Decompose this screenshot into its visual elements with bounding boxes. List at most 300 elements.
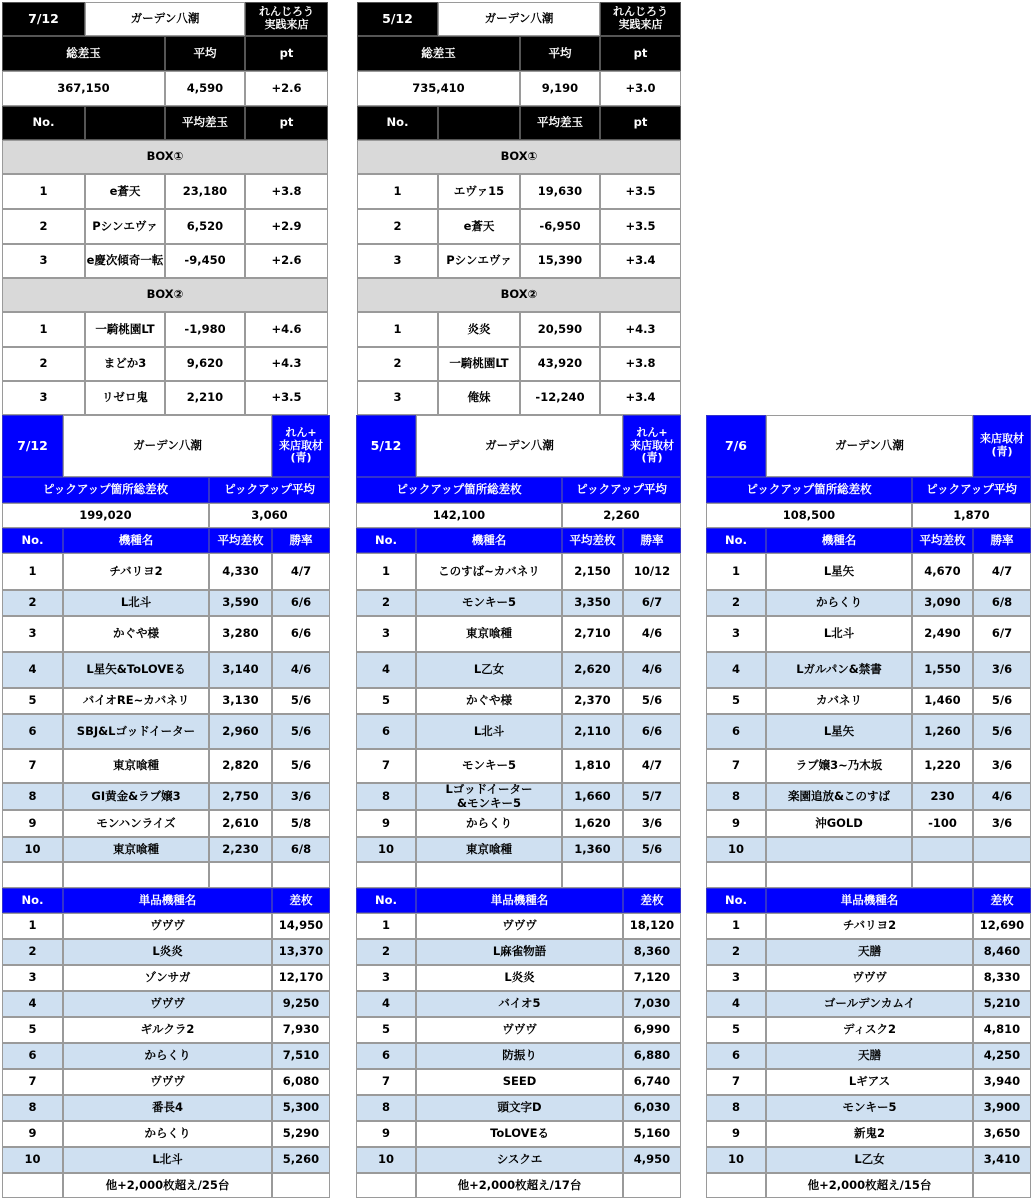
- panel-date: 5/12: [356, 415, 416, 477]
- row-number: 6: [706, 1043, 766, 1069]
- difference-value: 6,030: [623, 1095, 681, 1121]
- machine-name: モンキー5: [416, 749, 562, 783]
- empty-cell: [766, 862, 912, 888]
- row-number: 6: [706, 714, 766, 749]
- machine-name: L炎炎: [416, 965, 623, 991]
- row-number: 2: [357, 209, 438, 244]
- singles-header: No.: [356, 888, 416, 913]
- difference-value: 5,300: [272, 1095, 330, 1121]
- row-number: 6: [2, 714, 63, 749]
- average-difference: 2,110: [562, 714, 623, 749]
- difference-value: 3,410: [973, 1147, 1031, 1173]
- machine-name: 東京喰種: [63, 749, 209, 783]
- machine-name: Pシンエヴァ: [438, 244, 520, 278]
- pickup-total-value: 199,020: [2, 503, 209, 528]
- machine-name: Pシンエヴァ: [85, 209, 165, 244]
- machine-name: SEED: [416, 1069, 623, 1095]
- win-rate: 5/8: [272, 810, 330, 837]
- row-number: 1: [357, 312, 438, 347]
- row-number: 3: [357, 244, 438, 278]
- average-difference: 3,350: [562, 590, 623, 616]
- store-name: ガーデン八潮: [766, 415, 973, 477]
- machine-name: チバリヨ2: [63, 553, 209, 590]
- empty-cell: [416, 862, 562, 888]
- pt-value: +3.5: [600, 209, 681, 244]
- list-header: 平均差玉: [165, 106, 245, 140]
- average-difference: 4,330: [209, 553, 272, 590]
- machine-name: L星矢: [766, 714, 912, 749]
- average-difference: 2,230: [209, 837, 272, 862]
- row-number: 7: [2, 749, 63, 783]
- list-header: pt: [245, 106, 328, 140]
- pickup-average-header: ピックアップ平均: [912, 477, 1031, 503]
- difference-value: 6,740: [623, 1069, 681, 1095]
- average-difference: 2,610: [209, 810, 272, 837]
- average-difference: -6,950: [520, 209, 600, 244]
- machine-name: L炎炎: [63, 939, 272, 965]
- machine-name: 沖GOLD: [766, 810, 912, 837]
- row-number: 8: [2, 783, 63, 810]
- row-number: 8: [706, 1095, 766, 1121]
- singles-header: 単品機種名: [63, 888, 272, 913]
- row-number: 9: [356, 1121, 416, 1147]
- list-header: 平均差枚: [912, 528, 973, 553]
- pt-value: +3.8: [600, 347, 681, 381]
- singles-header: No.: [2, 888, 63, 913]
- win-rate: 6/8: [272, 837, 330, 862]
- row-number: 7: [2, 1069, 63, 1095]
- row-number: 9: [706, 1121, 766, 1147]
- list-header: 平均差枚: [562, 528, 623, 553]
- singles-header: No.: [706, 888, 766, 913]
- row-number: 1: [706, 913, 766, 939]
- win-rate: 3/6: [973, 810, 1031, 837]
- list-header: No.: [357, 106, 438, 140]
- machine-name: このすば~カバネリ: [416, 553, 562, 590]
- win-rate: 3/6: [973, 749, 1031, 783]
- row-number: 6: [356, 1043, 416, 1069]
- average-difference: 43,920: [520, 347, 600, 381]
- pickup-total-header: ピックアップ箇所総差枚: [2, 477, 209, 503]
- machine-name: GI黄金&ラブ嬢3: [63, 783, 209, 810]
- row-number: 3: [706, 616, 766, 652]
- machine-name: 炎炎: [438, 312, 520, 347]
- average-difference: 2,370: [562, 688, 623, 714]
- difference-value: 14,950: [272, 913, 330, 939]
- empty-cell: [562, 862, 623, 888]
- list-header: [438, 106, 520, 140]
- average-difference: 4,670: [912, 553, 973, 590]
- machine-name: Lゴッドイーター &モンキー5: [416, 783, 562, 810]
- row-number: 3: [357, 381, 438, 415]
- average-difference: 3,090: [912, 590, 973, 616]
- win-rate: 6/6: [623, 714, 681, 749]
- row-number: 6: [2, 1043, 63, 1069]
- machine-name: L北斗: [63, 590, 209, 616]
- machine-name: ヴヴヴ: [416, 913, 623, 939]
- machine-name: ディスク2: [766, 1017, 973, 1043]
- row-number: 7: [706, 749, 766, 783]
- summary-average-value: 4,590: [165, 71, 245, 106]
- machine-name: 東京喰種: [63, 837, 209, 862]
- win-rate: 5/6: [623, 837, 681, 862]
- difference-value: 7,510: [272, 1043, 330, 1069]
- machine-name: 天膳: [766, 939, 973, 965]
- difference-value: 3,900: [973, 1095, 1031, 1121]
- difference-value: 8,460: [973, 939, 1031, 965]
- pickup-average-value: 2,260: [562, 503, 681, 528]
- visit-tag: れんじろう 実践来店: [600, 2, 681, 36]
- machine-name: 番長4: [63, 1095, 272, 1121]
- machine-name: ゴールデンカムイ: [766, 991, 973, 1017]
- list-header: 勝率: [623, 528, 681, 553]
- list-header: No.: [356, 528, 416, 553]
- machine-name: 新鬼2: [766, 1121, 973, 1147]
- store-name: ガーデン八潮: [63, 415, 272, 477]
- machine-name: ヴヴヴ: [63, 913, 272, 939]
- win-rate: 3/6: [272, 783, 330, 810]
- row-number: 2: [706, 939, 766, 965]
- row-number: 9: [2, 1121, 63, 1147]
- average-difference: 1,550: [912, 652, 973, 688]
- machine-name: 一騎桃園LT: [438, 347, 520, 381]
- machine-name: ToLOVEる: [416, 1121, 623, 1147]
- singles-header: 差枚: [973, 888, 1031, 913]
- difference-value: 5,260: [272, 1147, 330, 1173]
- win-rate: [973, 837, 1031, 862]
- machine-name: かぐや様: [416, 688, 562, 714]
- row-number: 9: [706, 810, 766, 837]
- visit-tag: れん+ 来店取材 (青): [623, 415, 681, 477]
- empty-cell: [63, 862, 209, 888]
- machine-name: まどか3: [85, 347, 165, 381]
- empty-cell: [623, 1173, 681, 1198]
- average-difference: 9,620: [165, 347, 245, 381]
- pt-value: +3.4: [600, 244, 681, 278]
- row-number: 2: [356, 590, 416, 616]
- row-number: 2: [357, 347, 438, 381]
- empty-cell: [356, 862, 416, 888]
- win-rate: 4/7: [623, 749, 681, 783]
- row-number: 5: [706, 688, 766, 714]
- machine-name: からくり: [416, 810, 562, 837]
- row-number: 5: [706, 1017, 766, 1043]
- row-number: 1: [706, 553, 766, 590]
- machine-name: ヴヴヴ: [63, 1069, 272, 1095]
- empty-cell: [209, 862, 272, 888]
- row-number: 5: [356, 1017, 416, 1043]
- machine-name: 楽園追放&このすば: [766, 783, 912, 810]
- machine-name: L乙女: [416, 652, 562, 688]
- row-number: 10: [356, 837, 416, 862]
- average-difference: 2,490: [912, 616, 973, 652]
- machine-name: 俺妹: [438, 381, 520, 415]
- list-header: 機種名: [416, 528, 562, 553]
- win-rate: 5/6: [272, 749, 330, 783]
- row-number: 2: [356, 939, 416, 965]
- difference-value: 7,030: [623, 991, 681, 1017]
- machine-name: バイオ5: [416, 991, 623, 1017]
- empty-cell: [2, 1173, 63, 1198]
- average-difference: 230: [912, 783, 973, 810]
- machine-name: [766, 837, 912, 862]
- average-difference: 3,140: [209, 652, 272, 688]
- machine-name: 東京喰種: [416, 616, 562, 652]
- row-number: 10: [2, 837, 63, 862]
- row-number: 7: [356, 749, 416, 783]
- row-number: 3: [2, 381, 85, 415]
- row-number: 1: [2, 174, 85, 209]
- average-difference: 15,390: [520, 244, 600, 278]
- machine-name: からくり: [63, 1043, 272, 1069]
- summary-pt-value: +3.0: [600, 71, 681, 106]
- win-rate: 6/7: [623, 590, 681, 616]
- list-header: No.: [2, 106, 85, 140]
- row-number: 5: [356, 688, 416, 714]
- summary-average-value: 9,190: [520, 71, 600, 106]
- pt-value: +2.6: [245, 244, 328, 278]
- list-header: No.: [706, 528, 766, 553]
- win-rate: 10/12: [623, 553, 681, 590]
- list-header: 機種名: [766, 528, 912, 553]
- row-number: 1: [2, 913, 63, 939]
- summary-pt-value: +2.6: [245, 71, 328, 106]
- box-label: BOX①: [357, 140, 681, 174]
- difference-value: 3,940: [973, 1069, 1031, 1095]
- row-number: 10: [2, 1147, 63, 1173]
- machine-name: L星矢&ToLOVEる: [63, 652, 209, 688]
- difference-value: 8,360: [623, 939, 681, 965]
- difference-value: 4,950: [623, 1147, 681, 1173]
- singles-header: 単品機種名: [766, 888, 973, 913]
- row-number: 9: [356, 810, 416, 837]
- machine-name: からくり: [766, 590, 912, 616]
- row-number: 2: [2, 347, 85, 381]
- difference-value: 12,170: [272, 965, 330, 991]
- row-number: 1: [357, 174, 438, 209]
- row-number: 3: [706, 965, 766, 991]
- difference-value: 5,160: [623, 1121, 681, 1147]
- difference-value: 7,930: [272, 1017, 330, 1043]
- list-header: 勝率: [973, 528, 1031, 553]
- machine-name: L乙女: [766, 1147, 973, 1173]
- row-number: 3: [356, 616, 416, 652]
- pt-value: +2.9: [245, 209, 328, 244]
- win-rate: 4/6: [623, 652, 681, 688]
- win-rate: 4/7: [272, 553, 330, 590]
- machine-name: カバネリ: [766, 688, 912, 714]
- win-rate: 5/6: [272, 714, 330, 749]
- pt-value: +3.5: [600, 174, 681, 209]
- win-rate: 6/7: [973, 616, 1031, 652]
- difference-value: 7,120: [623, 965, 681, 991]
- empty-cell: [973, 1173, 1031, 1198]
- empty-cell: [706, 1173, 766, 1198]
- average-difference: 2,710: [562, 616, 623, 652]
- summary-header-total: 総差玉: [2, 36, 165, 71]
- panel-date: 5/12: [357, 2, 438, 36]
- row-number: 9: [2, 810, 63, 837]
- visit-tag: 来店取材 (青): [973, 415, 1031, 477]
- machine-name: 天膳: [766, 1043, 973, 1069]
- row-number: 5: [2, 688, 63, 714]
- win-rate: 4/6: [973, 783, 1031, 810]
- row-number: 3: [2, 965, 63, 991]
- list-header: pt: [600, 106, 681, 140]
- win-rate: 5/6: [272, 688, 330, 714]
- average-difference: 6,520: [165, 209, 245, 244]
- summary-total-value: 367,150: [2, 71, 165, 106]
- list-header: [85, 106, 165, 140]
- machine-name: かぐや様: [63, 616, 209, 652]
- empty-cell: [623, 862, 681, 888]
- pickup-average-header: ピックアップ平均: [209, 477, 330, 503]
- win-rate: 3/6: [623, 810, 681, 837]
- average-difference: 1,360: [562, 837, 623, 862]
- store-name: ガーデン八潮: [438, 2, 600, 36]
- empty-cell: [912, 862, 973, 888]
- store-name: ガーデン八潮: [416, 415, 623, 477]
- machine-name: SBJ&Lゴッドイーター: [63, 714, 209, 749]
- difference-value: 5,210: [973, 991, 1031, 1017]
- machine-name: e慶次傾奇一転: [85, 244, 165, 278]
- average-difference: 20,590: [520, 312, 600, 347]
- row-number: 4: [356, 991, 416, 1017]
- machine-name: 頭文字D: [416, 1095, 623, 1121]
- summary-header-pt: pt: [245, 36, 328, 71]
- difference-value: 13,370: [272, 939, 330, 965]
- list-header: No.: [2, 528, 63, 553]
- row-number: 1: [356, 913, 416, 939]
- row-number: 2: [2, 209, 85, 244]
- pt-value: +4.6: [245, 312, 328, 347]
- average-difference: 2,620: [562, 652, 623, 688]
- row-number: 8: [2, 1095, 63, 1121]
- pickup-average-header: ピックアップ平均: [562, 477, 681, 503]
- panel-date: 7/12: [2, 415, 63, 477]
- machine-name: モンハンライズ: [63, 810, 209, 837]
- machine-name: L星矢: [766, 553, 912, 590]
- machine-name: L北斗: [766, 616, 912, 652]
- average-difference: -12,240: [520, 381, 600, 415]
- row-number: 1: [356, 553, 416, 590]
- difference-value: 6,080: [272, 1069, 330, 1095]
- row-number: 7: [706, 1069, 766, 1095]
- singles-header: 差枚: [272, 888, 330, 913]
- machine-name: モンキー5: [766, 1095, 973, 1121]
- singles-header: 単品機種名: [416, 888, 623, 913]
- difference-value: 6,990: [623, 1017, 681, 1043]
- difference-value: 4,250: [973, 1043, 1031, 1069]
- pt-value: +3.4: [600, 381, 681, 415]
- average-difference: 2,960: [209, 714, 272, 749]
- visit-tag: れん+ 来店取材 (青): [272, 415, 330, 477]
- row-number: 10: [356, 1147, 416, 1173]
- panel-date: 7/6: [706, 415, 766, 477]
- average-difference: 1,260: [912, 714, 973, 749]
- row-number: 1: [2, 553, 63, 590]
- difference-value: 4,810: [973, 1017, 1031, 1043]
- win-rate: 4/6: [272, 652, 330, 688]
- average-difference: 1,220: [912, 749, 973, 783]
- empty-cell: [272, 862, 330, 888]
- panel-date: 7/12: [2, 2, 85, 36]
- pt-value: +4.3: [245, 347, 328, 381]
- summary-header-pt: pt: [600, 36, 681, 71]
- machine-name: バイオRE~カバネリ: [63, 688, 209, 714]
- win-rate: 6/6: [272, 590, 330, 616]
- pt-value: +3.5: [245, 381, 328, 415]
- row-number: 4: [706, 991, 766, 1017]
- machine-name: 一騎桃園LT: [85, 312, 165, 347]
- win-rate: 5/6: [973, 714, 1031, 749]
- list-header: 平均差枚: [209, 528, 272, 553]
- machine-name: 東京喰種: [416, 837, 562, 862]
- empty-cell: [272, 1173, 330, 1198]
- difference-value: 18,120: [623, 913, 681, 939]
- win-rate: 4/7: [973, 553, 1031, 590]
- row-number: 2: [2, 939, 63, 965]
- machine-name: e蒼天: [438, 209, 520, 244]
- box-label: BOX②: [2, 278, 328, 312]
- machine-name: e蒼天: [85, 174, 165, 209]
- machine-name: 防振り: [416, 1043, 623, 1069]
- footer-note: 他+2,000枚超え/15台: [766, 1173, 973, 1198]
- empty-cell: [2, 862, 63, 888]
- average-difference: 2,750: [209, 783, 272, 810]
- machine-name: L北斗: [63, 1147, 272, 1173]
- row-number: 1: [2, 312, 85, 347]
- row-number: 4: [706, 652, 766, 688]
- row-number: 7: [356, 1069, 416, 1095]
- row-number: 6: [356, 714, 416, 749]
- win-rate: 5/6: [623, 688, 681, 714]
- pickup-total-header: ピックアップ箇所総差枚: [356, 477, 562, 503]
- store-name: ガーデン八潮: [85, 2, 245, 36]
- row-number: 2: [2, 590, 63, 616]
- row-number: 10: [706, 837, 766, 862]
- machine-name: からくり: [63, 1121, 272, 1147]
- machine-name: モンキー5: [416, 590, 562, 616]
- average-difference: 23,180: [165, 174, 245, 209]
- pickup-total-value: 142,100: [356, 503, 562, 528]
- pt-value: +4.3: [600, 312, 681, 347]
- row-number: 3: [356, 965, 416, 991]
- pt-value: +3.8: [245, 174, 328, 209]
- average-difference: -1,980: [165, 312, 245, 347]
- row-number: 8: [706, 783, 766, 810]
- average-difference: -9,450: [165, 244, 245, 278]
- footer-note: 他+2,000枚超え/25台: [63, 1173, 272, 1198]
- machine-name: Lガルパン&禁書: [766, 652, 912, 688]
- summary-header-average: 平均: [165, 36, 245, 71]
- difference-value: 3,650: [973, 1121, 1031, 1147]
- list-header: 機種名: [63, 528, 209, 553]
- row-number: 3: [2, 616, 63, 652]
- machine-name: ギルクラ2: [63, 1017, 272, 1043]
- machine-name: ヴヴヴ: [416, 1017, 623, 1043]
- list-header: 勝率: [272, 528, 330, 553]
- machine-name: チバリヨ2: [766, 913, 973, 939]
- row-number: 3: [2, 244, 85, 278]
- difference-value: 5,290: [272, 1121, 330, 1147]
- win-rate: 6/6: [272, 616, 330, 652]
- difference-value: 12,690: [973, 913, 1031, 939]
- summary-header-total: 総差玉: [357, 36, 520, 71]
- row-number: 4: [2, 652, 63, 688]
- win-rate: 6/8: [973, 590, 1031, 616]
- average-difference: 2,210: [165, 381, 245, 415]
